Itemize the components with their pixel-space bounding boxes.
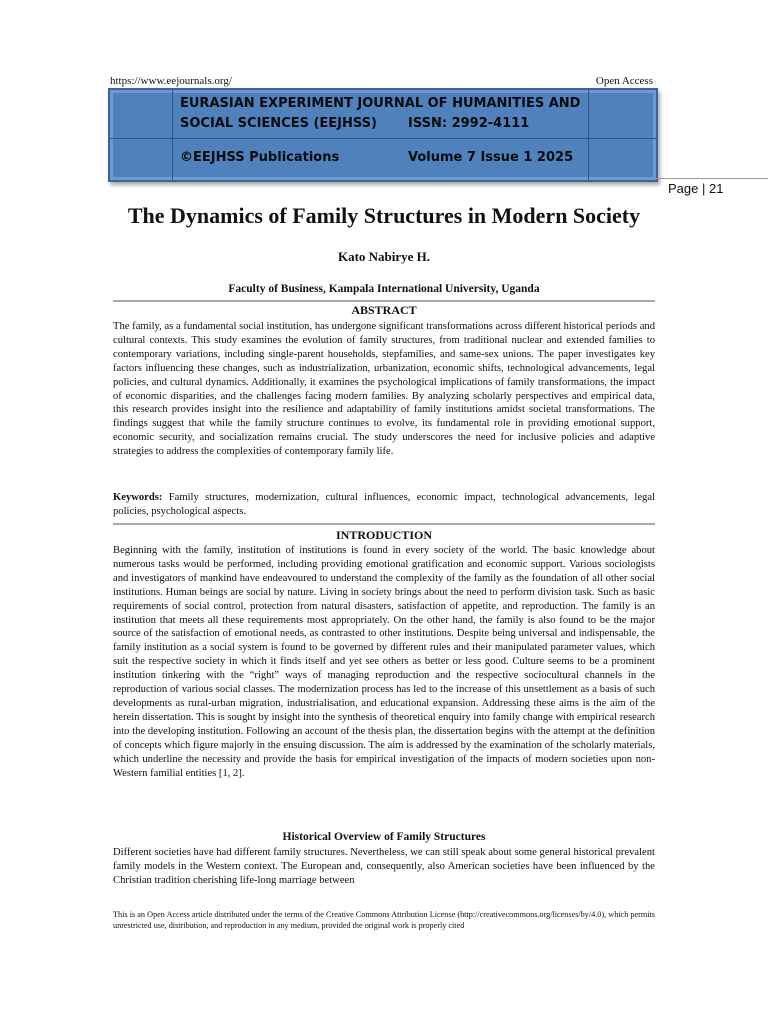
keywords-label: Keywords: bbox=[113, 492, 163, 503]
banner-divider bbox=[588, 90, 589, 180]
section-divider bbox=[113, 300, 655, 302]
abstract-heading: ABSTRACT bbox=[351, 303, 417, 317]
introduction-text: Beginning with the family, institution of institutions is found in every society of the world. The basic knowledge about numerous tasks would be performed, including providing emotional gratification and economic support. Various sociologists and investigators of mankind have endeavoured to understand the complexity of the family as the foundation of all other social institutions. Human beings are social by nature. Living in society brings about the need to perform division task. Such as basic requirements of social control, protection from natural disasters, satisfaction of appetite, and reproduction. The family is an institution that meets all these requirements most appropriately. On the other hand, the family is also found to be the major source of the satisfaction of emotional needs, as contrasted to other institutions. Despite being universal and indispensable, the family institution as a social system is found to be governed by different rules and their manipulated parameter values, which suit the respective society in which it finds itself and yet see others as better or less good. Culture seems to be a prominent institution tinkering with the “right” ways of managing reproduction and the respective sociocultural channels in the reproduction of various social classes. The modernization process has led to the increase of this unsettlement as a basis of such developments as rural-urban migration, industrialisation, and educational expansion. Addressing these aims is the aim of the herein dissertation. This is sought by insight into the synthesis of theoretical enquiry into family change with empirical research into the developing institution. Following an account of the thesis plan, the dissertation begins with the attempt at the definition of concepts which figure majorly in the ensuing discussion. The aim is addressed by the examination of the scholarly materials, which underline the necessity and provide the basis for empirical investigation of the impacts of modern societies upon non-Western familial entities [1, 2]. bbox=[113, 545, 655, 779]
abstract-text: The family, as a fundamental social institution, has undergone significant transformations across different historical periods and cultural contexts. This study examines the evolution of family structures, from traditional nuclear and extended families to contemporary variations, including single-parent households, stepfamilies, and same-sex unions. The paper investigates key factors influencing these changes, such as industrialization, urbanization, economic shifts, technological advancements, legal policies, and cultural dynamics. Additionally, it examines the psychological implications of family transformations, the impact of economic disparities, and the challenges facing modern families. By analyzing scholarly perspectives and empirical data, this research provides insight into the resilience and adaptability of family institutions amidst societal transformations. The findings suggest that while the family structure continues to evolve, its fundamental role in providing emotional support, economic security, and socialization remains crucial. The study underscores the need for inclusive policies and adaptive strategies to address the complexities of contemporary family life. bbox=[113, 321, 655, 458]
journal-name-line2: SOCIAL SCIENCES (EEJHSS) bbox=[180, 116, 377, 131]
historical-overview-text: Different societies have had different family structures. Nevertheless, we can still speak about some general historical prevalent family models in the Western context. The European and, consequently, also American societies have been influenced by the Christian tradition cherishing life-long marriage between bbox=[113, 847, 655, 886]
journal-url[interactable]: https://www.eejournals.org/ bbox=[110, 75, 232, 87]
volume-issue: Volume 7 Issue 1 2025 bbox=[408, 150, 574, 165]
historical-overview-heading: Historical Overview of Family Structures bbox=[282, 831, 486, 843]
banner-divider bbox=[110, 138, 656, 139]
section-divider bbox=[113, 523, 655, 525]
banner-divider bbox=[172, 90, 173, 180]
introduction-heading: INTRODUCTION bbox=[335, 528, 432, 542]
journal-name-line1: EURASIAN EXPERIMENT JOURNAL OF HUMANITIES AND bbox=[180, 96, 581, 111]
author-name: Kato Nabirye H. bbox=[337, 249, 431, 264]
journal-banner bbox=[108, 88, 658, 182]
page-number: Page | 21 bbox=[668, 181, 724, 196]
license-footer: This is an Open Access article distributed under the terms of the Creative Commons Attribution License (http://creativecommons.org/licenses/by/4.0), which permits unrestricted use, distribution, and reproduction in any medium, provided the original work is properly cited bbox=[113, 910, 655, 930]
publisher-label: ©EEJHSS Publications bbox=[180, 150, 340, 165]
page-rule bbox=[656, 178, 768, 179]
open-access-label: Open Access bbox=[595, 75, 653, 87]
author-affiliation: Faculty of Business, Kampala International University, Uganda bbox=[228, 283, 540, 295]
keywords-list: Family structures, modernization, cultural influences, economic impact, technological advancements, legal policies, psychological aspects. bbox=[113, 492, 655, 517]
journal-issn: ISSN: 2992-4111 bbox=[408, 116, 530, 131]
keywords-paragraph bbox=[113, 491, 655, 519]
article-title: The Dynamics of Family Structures in Modern Society bbox=[127, 203, 641, 228]
